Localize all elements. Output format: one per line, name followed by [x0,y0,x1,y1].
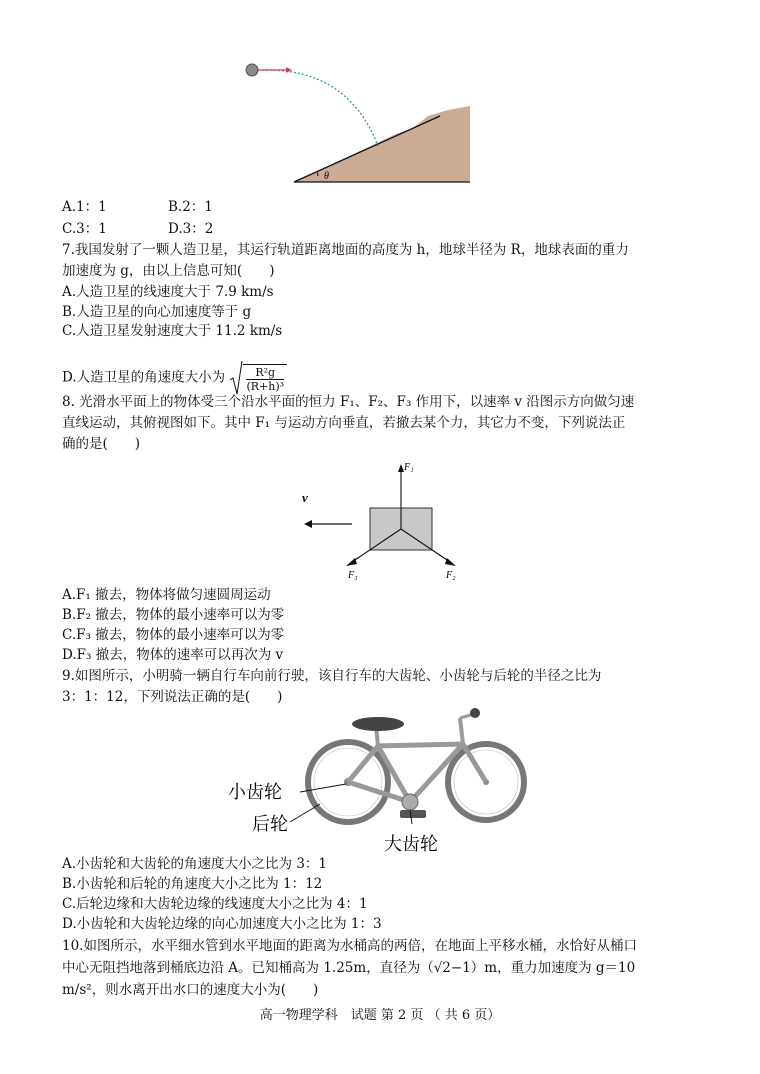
q8-stem-line3: 确的是( ) [62,436,141,452]
q8-option-a: A.F₁ 撤去，物体将做匀速圆周运动 [62,587,271,603]
ball [246,64,258,76]
trajectory-path [262,70,378,146]
q9-option-d: D.小齿轮和大齿轮边缘的向心加速度大小之比为 1：3 [62,916,382,932]
q7-option-d [62,360,287,396]
q7-option-d-prefix: D.人造卫星的角速度大小为 [62,369,226,386]
q7-option-b: B.人造卫星的向心加速度等于 g [62,304,252,320]
q7-option-c: C.人造卫星发射速度大于 11.2 km/s [62,323,283,339]
bicycle-figure [228,704,538,854]
q6-option-d: D.3：2 [168,221,214,237]
velocity-label: v [302,490,308,505]
q6-option-c: C.3：1 [62,221,107,237]
sqrt-expression [229,360,287,396]
fraction-numerator: R²g [246,366,284,380]
q6-option-b: B.2：1 [168,199,213,215]
q9-stem-line2: 3：1：12，下列说法正确的是( ) [62,689,283,705]
q7-option-a: A.人造卫星的线速度大于 7.9 km/s [62,284,274,300]
big-gear-label: 大齿轮 [384,834,438,854]
force-diagram [290,458,480,583]
q8-option-d: D.F₃ 撤去，物体的速率可以再次为 v [62,647,284,663]
q9-stem-line1: 9.如图所示，小明骑一辆自行车向前行驶，该自行车的大齿轮、小齿轮与后轮的半径之比为 [62,668,602,684]
q9-option-c: C.后轮边缘和大齿轮边缘的线速度大小之比为 4：1 [62,896,368,912]
q10-stem-line1: 10.如图所示，水平细水管到水平地面的距离为水桶高的两倍，在地面上平移水桶，水恰好从桶口 [62,938,637,954]
q8-stem-line2: 直线运动，其俯视图如下。其中 F₁ 与运动方向垂直，若撤去某个力，其它力不变，下列说法正 [62,415,626,431]
big-gear [402,794,418,810]
q10-stem-line3: m/s²，则水离开出水口的速度大小为( ) [62,982,319,998]
saddle [352,717,404,731]
q9-option-a: A.小齿轮和大齿轮的角速度大小之比为 3：1 [62,856,328,872]
rear-wheel-label: 后轮 [252,814,288,835]
f2-label: F₂ [446,570,456,581]
q8-option-c: C.F₃ 撤去，物体的最小速率可以为零 [62,627,285,643]
q7-stem-line1: 7.我国发射了一颗人造卫星，其运行轨道距离地面的高度为 h，地球半径为 R，地球表面的重力 [62,242,629,258]
f3-label: F₃ [348,570,358,581]
q7-stem-line2: 加速度为 g，由以上信息可知( ) [62,263,275,279]
f1-label: F₁ [404,462,414,473]
q9-option-b: B.小齿轮和后轮的角速度大小之比为 1：12 [62,876,323,892]
page-footer: 高一物理学科 试题 第 2 页 （ 共 6 页） [259,1008,501,1023]
q6-option-a: A.1：1 [62,199,107,215]
theta-label: θ [324,171,329,182]
incline-figure [238,58,478,188]
q8-option-b: B.F₂ 撤去，物体的最小速率可以为零 [62,607,285,623]
fraction-denominator: (R+h)³ [246,379,285,393]
small-gear-label: 小齿轮 [228,782,282,803]
q10-stem-line2: 中心无阻挡地落到桶底边沿 A。已知桶高为 1.25m，直径为（√2−1）m，重力加速度为 g＝10 [62,960,636,976]
q8-stem-line1: 8. 光滑水平面上的物体受三个沿水平面的恒力 F₁、F₂、F₃ 作用下，以速率 v 沿图示方向做匀速 [62,394,635,410]
